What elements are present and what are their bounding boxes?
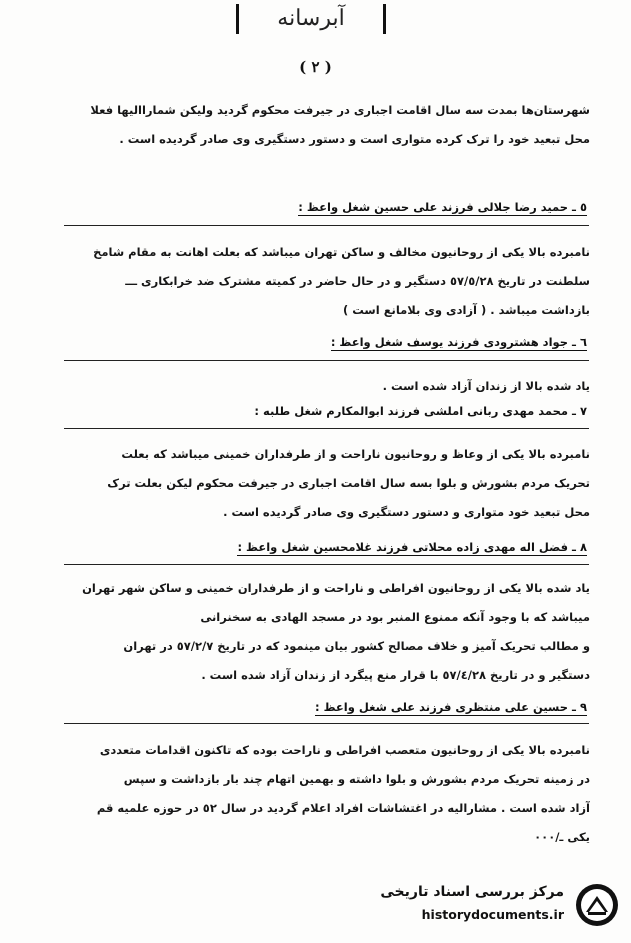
top-stamp: آبرسانه [236, 4, 386, 34]
item-5-heading: ٥ ـ حمید رضا جلالی فرزند علی حسین شغل واعظ : [298, 200, 587, 214]
paragraph-line: محل تبعید خود را ترک کرده متواری است و دستور دستگیری وی صادر گردیده است . [119, 132, 590, 146]
paragraph-line: تحریک مردم بشورش و بلوا بسه سال اقامت اجباری در جیرفت محکوم لیکن بعلت ترک [107, 476, 590, 490]
intro-paragraph [70, 96, 590, 154]
divider-line [64, 564, 589, 565]
paragraph-line: سلطنت در تاریخ ٥٧/٥/٢٨ دستگیر و در حال حاضر در کمیته مشترک ضد خرابکاری ـــ [125, 274, 590, 288]
item-6-heading: ٦ ـ جواد هشترودی فرزند یوسف شغل واعظ : [330, 335, 587, 349]
page-number: ( ٢ ) [299, 58, 332, 76]
item-7-paragraph [70, 440, 590, 527]
divider-line [64, 225, 589, 226]
paragraph-line: و مطالب تحریک آمیز و خلاف مصالح کشور بیان مینمود که در تاریخ ٥٧/٢/٧ در تهران [123, 639, 590, 653]
item-8-paragraph [70, 574, 590, 690]
paragraph-line: شهرستان‌ها بمدت سه سال اقامت اجباری در جیرفت محکوم گردید ولیکن شماراالیها فعلا [90, 103, 590, 117]
watermark [380, 880, 620, 936]
item-7-heading: ٧ ـ محمد مهدی ربانی املشی فرزند ابوالمکارم شغل طلبه : [254, 404, 587, 418]
paragraph-line: میباشد که با وجود آنکه ممنوع المنبر بود در مسجد الهادی به سخنرانی [200, 610, 590, 624]
paragraph-line: در زمینه تحریک مردم بشورش و بلوا داشته و بهمین اتهام چند بار بازداشت و سپس [123, 772, 590, 786]
paragraph-line: یکی ـ/٠٠٠ [534, 830, 590, 844]
divider-line [64, 428, 589, 429]
paragraph-line: نامبرده بالا یکی از روحانیون متعصب افراطی و ناراحت بوده که تاکنون اقدامات متعددی [99, 743, 590, 757]
scan-artifact [258, 906, 338, 936]
paragraph-line: بازداشت میباشد . ( آزادی وی بلامانع است ) [343, 303, 590, 317]
item-6-paragraph [70, 372, 590, 401]
book-circle-icon [574, 882, 620, 928]
paragraph-line: یاد شده بالا از زندان آزاد شده است . [382, 379, 590, 393]
item-9-paragraph [70, 736, 590, 852]
divider-line [64, 723, 589, 724]
item-9-heading: ٩ ـ حسین علی منتظری فرزند علی شغل واعظ : [315, 700, 587, 714]
watermark-url: historydocuments.ir [421, 907, 564, 922]
item-8-heading: ٨ ـ فضل اله مهدی زاده محلاتی فرزند غلامحسین شغل واعظ : [237, 540, 587, 554]
paragraph-line: دستگیر و در تاریخ ٥٧/٤/٢٨ با قرار منع پیگرد از زندان آزاد شده است . [201, 668, 590, 682]
paragraph-line: نامبرده بالا یکی از وعاظ و روحانیون ناراحت و از طرفداران خمینی میباشد که بعلت [121, 447, 590, 461]
item-5-paragraph [70, 238, 590, 325]
paragraph-line: نامبرده بالا یکی از روحانیون مخالف و ساکن تهران میباشد که بعلت اهانت به مقام شامخ [93, 245, 590, 259]
divider-line [64, 360, 589, 361]
paragraph-line: یاد شده بالا یکی از روحانیون افراطی و ناراحت و از طرفداران خمینی و ساکن شهر تهران [82, 581, 590, 595]
watermark-title: مرکز بررسی اسناد تاریخی [380, 884, 564, 900]
paragraph-line: محل تبعید خود متواری و دستور دستگیری وی صادر گردیده است . [223, 505, 590, 519]
paragraph-line: آزاد شده است . مشارالیه در اغتشاشات افراد اعلام گردید در سال ٥٢ در حوزه علمیه قم [96, 801, 590, 815]
